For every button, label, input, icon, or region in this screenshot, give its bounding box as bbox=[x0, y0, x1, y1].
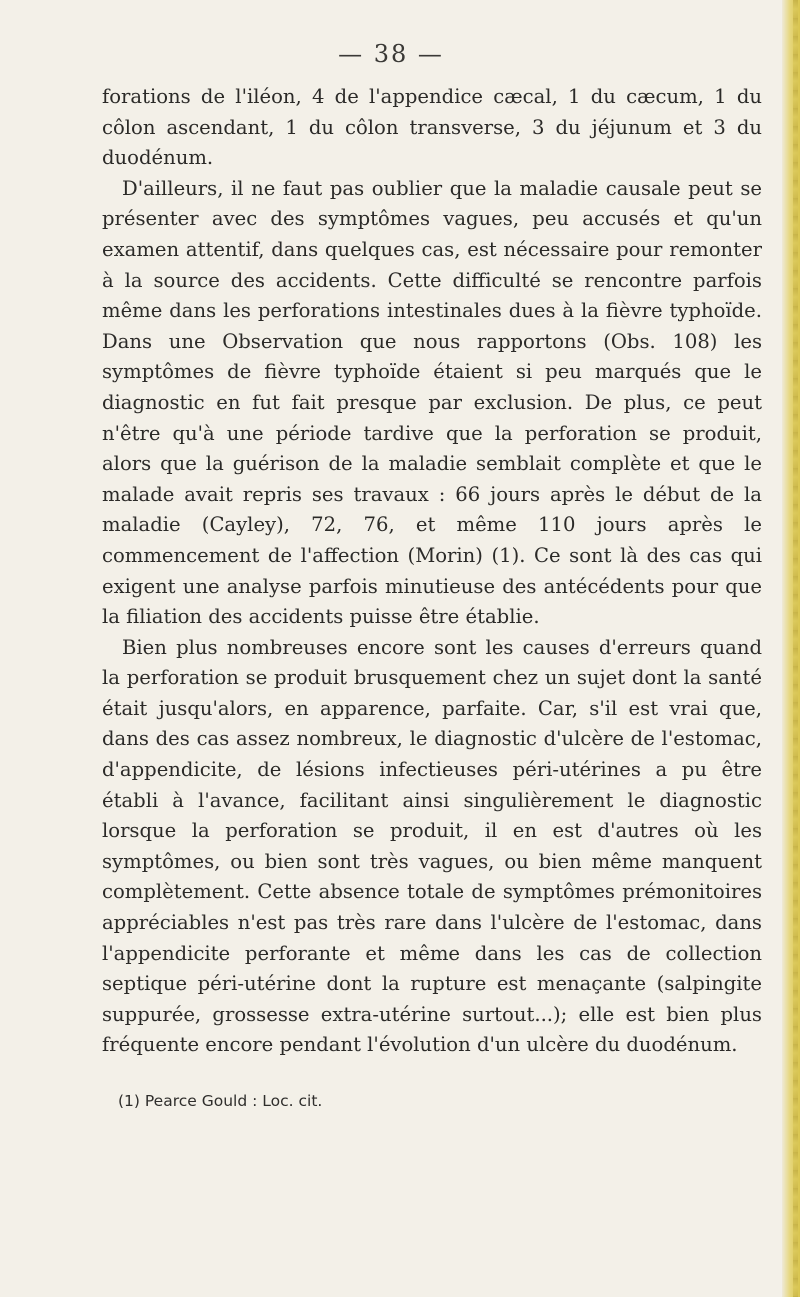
paragraph-symptoms: D'ailleurs, il ne faut pas oublier que la maladie causale peut se présenter avec des symptômes vagues, peu accusés et qu'un examen attentif, dans quelques cas, est nécessaire pour remonter à la source des accidents. Cette difficulté se rencontre parfois même dans les perforations intestinales dues à la fièvre typhoïde. Dans une Observation que nous rapportons (Obs. 108) les symptômes de fièvre typhoïde étaient si peu marqués que le diagnostic en fut fait presque par exclusion. De plus, ce peut n'être qu'à une période tardive que la perforation se produit, alors que la guérison de la maladie semblait complète et que le malade avait repris ses travaux : 66 jours après le début de la maladie (Cayley), 72, 76, et même 110 jours après le commencement de l'affection (Morin) (1). Ce sont là des cas qui exigent une analyse parfois minutieuse des antécédents pour que la filiation des accidents puisse être établie. bbox=[102, 176, 762, 629]
page-number: — 38 — bbox=[338, 40, 444, 68]
page-edge bbox=[782, 0, 800, 1297]
paragraph-errors: Bien plus nombreuses encore sont les causes d'erreurs quand la perforation se produit brusquement chez un sujet dont la santé était jusqu'alors, en apparence, parfaite. Car, s'il est vrai que, dans des cas assez nombreux, le diagnostic d'ulcère de l'estomac, d'appendicite, de lésions infectieuses péri-utérines a pu être établi à l'avance, facilitant ainsi singulièrement le diagnostic lorsque la perforation se produit, il en est d'autres où les symptômes, ou bien sont très vagues, ou bien même manquent complètement. Cette absence totale de symptômes prémonitoires appréciables n'est pas très rare dans l'ulcère de l'estomac, dans l'appendicite perforante et même dans les cas de collection septique péri-utérine dont la rupture est menaçante (salpingite suppurée, grossesse extra-utérine surtout...); elle est bien plus fréquente encore pendant l'évolution d'un ulcère du duodénum. bbox=[102, 635, 762, 1057]
body-text bbox=[102, 82, 762, 1061]
footnote: (1) Pearce Gould : Loc. cit. bbox=[118, 1092, 323, 1110]
paragraph-continuation: forations de l'iléon, 4 de l'appendice cæcal, 1 du cæcum, 1 du côlon ascendant, 1 du côlon transverse, 3 du jéjunum et 3 du duodénum. bbox=[102, 85, 762, 170]
